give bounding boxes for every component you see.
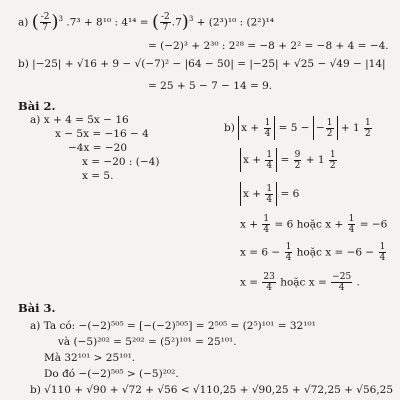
bai2-right-eq5: x = 6 − $\frac{1}{4}$ hoặc x = −6 − $\frac{1}{4}$: [240, 242, 386, 263]
line-b1: b) |−25| + √16 + 9 − √(−7)² − |64 − 50| = |−25| + √25 − √49 − |14|: [18, 58, 386, 70]
bai2-right-eq1: b) x + $\frac{1}{4}$ = 5 − − $\frac{1}{2}$ + 1 $\frac{1}{2}$: [224, 117, 371, 139]
bai2-right-eq6: x = $\frac{23}{4}$ hoặc x = $\frac{-25}{4}$ .: [240, 272, 360, 293]
fraction: $\frac{-2}{7}$: [160, 12, 170, 33]
bai2-right-eq2: x + $\frac{1}{4}$ = $\frac{9}{2}$ + 1 $\frac{1}{2}$: [240, 148, 338, 172]
section-title-bai2: Bài 2.: [18, 99, 56, 113]
bai3-line-4: Do đó −(−2)⁵⁰⁵ > (−5)²⁰².: [44, 368, 179, 380]
line-a1: a) ( $\frac{-2}{7}$ )$^3$ .7³ + 8¹⁰ : 4¹⁴ = ( $\frac{-2}{7}$ .7)$^3$ + (2³)¹⁰ : (2²)¹⁴: [18, 11, 274, 33]
paren-open: (: [31, 11, 39, 33]
line-a2: = (−2)³ + 2³⁰ : 2²⁸ = −8 + 2² = −8 + 4 = −4.: [148, 40, 389, 52]
bai2-right-eq4: x + $\frac{1}{4}$ = 6 hoặc x + $\frac{1}{4}$ = −6: [240, 214, 388, 235]
bai2-left-line-2: x − 5x = −16 − 4: [55, 128, 149, 140]
bai2-left-line-4: x = −20 : (−4): [82, 156, 160, 168]
line-b2: = 25 + 5 − 7 − 14 = 9.: [148, 80, 273, 92]
bai3-line-3: Mà 32¹⁰¹ > 25¹⁰¹.: [44, 352, 136, 364]
fraction: $\frac{-2}{7}$: [40, 12, 50, 33]
bai2-left-line-1: a) x + 4 = 5x − 16: [30, 114, 129, 126]
bai2-left-line-5: x = 5.: [82, 170, 114, 182]
bai2-right-eq3: x + $\frac{1}{4}$ = 6: [240, 182, 299, 206]
bai2-left-line-3: −4x = −20: [68, 142, 128, 154]
bai3-line-2: và (−5)²⁰² = 5²⁰² = (5²)¹⁰¹ = 25¹⁰¹.: [58, 336, 237, 348]
section-title-bai3: Bài 3.: [18, 301, 56, 315]
bai3-line-5: b) √110 + √90 + √72 + √56 < √110,25 + √90,25 + √72,25 + √56,25: [30, 384, 394, 396]
bai3-line-1: a) Ta có: −(−2)⁵⁰⁵ = [−(−2)⁵⁰⁵] = 2⁵⁰⁵ = (2⁵)¹⁰¹ = 32¹⁰¹: [30, 320, 316, 332]
